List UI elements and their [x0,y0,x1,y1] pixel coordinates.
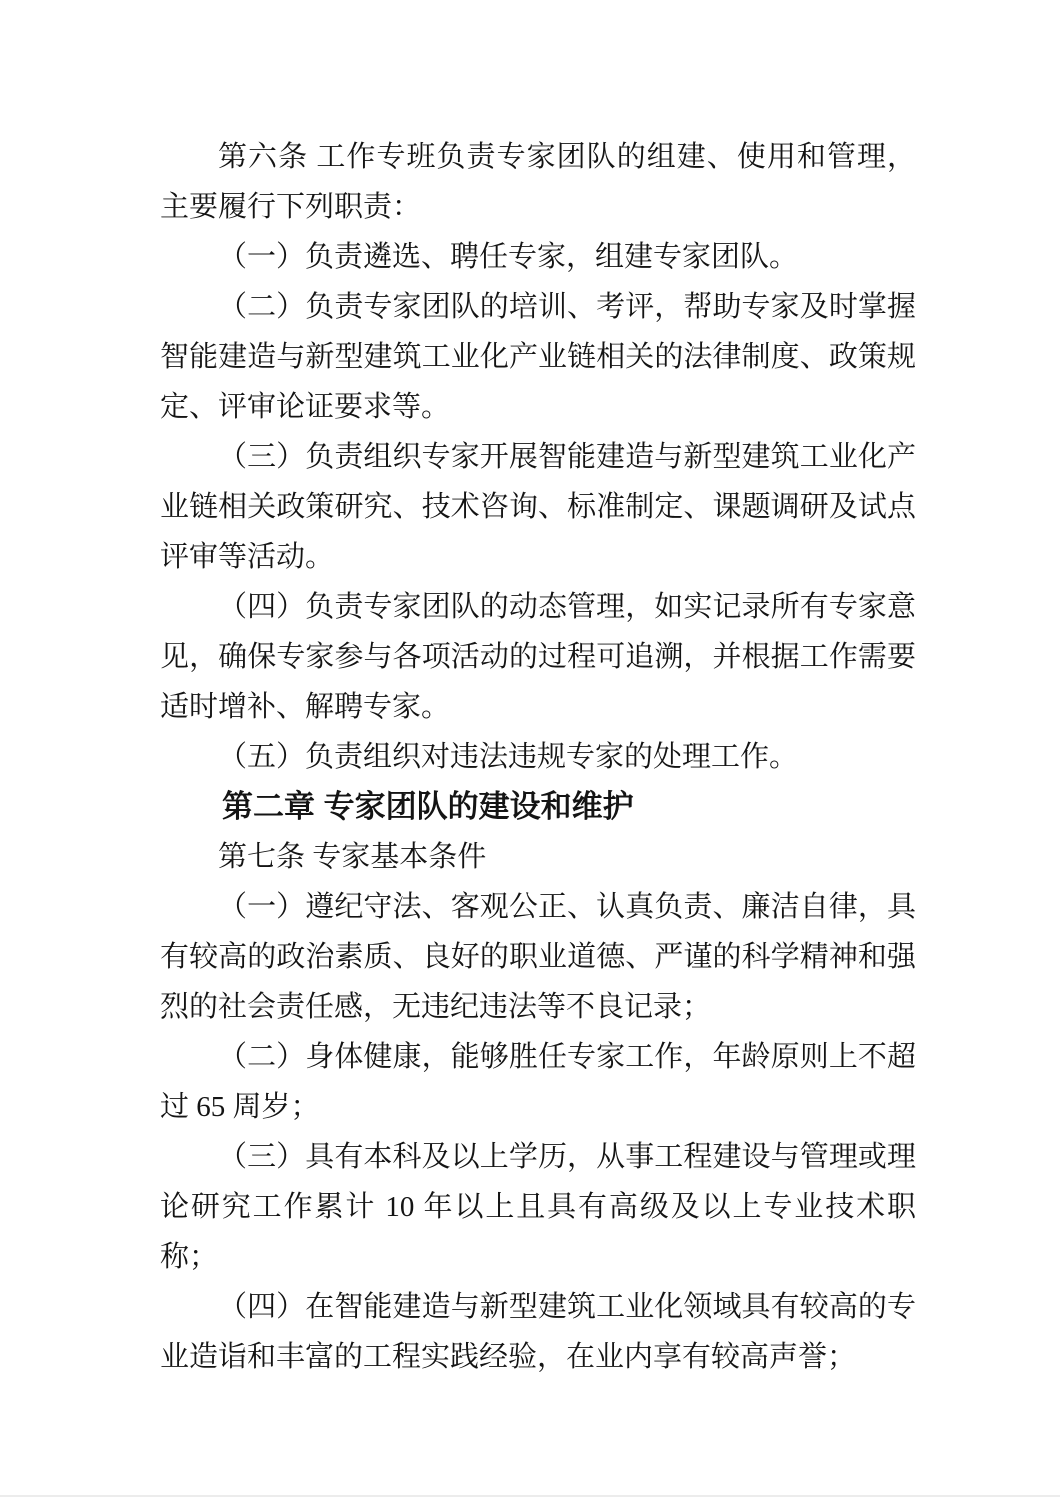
article-6-item-4: （四）负责专家团队的动态管理，如实记录所有专家意见，确保专家参与各项活动的过程可追溯，并根据工作需要适时增补、解聘专家。 [160,591,916,723]
article-6-item-2: （二）负责专家团队的培训、考评，帮助专家及时掌握智能建造与新型建筑工业化产业链相关的法律制度、政策规定、评审论证要求等。 [160,291,916,423]
article-7-item-2: （二）身体健康，能够胜任专家工作，年龄原则上不超过 65 周岁； [160,1041,916,1123]
article-7-item-3: （三）具有本科及以上学历，从事工程建设与管理或理论研究工作累计 10 年以上且具有高级及以上专业技术职称； [160,1141,916,1273]
chapter-2-heading: 第二章 专家团队的建设和维护 [222,789,634,824]
article-6-item-5: （五）负责组织对违法违规专家的处理工作。 [218,741,799,773]
page-bottom-edge [0,1495,1060,1497]
article-7-item-1: （一）遵纪守法、客观公正、认真负责、廉洁自律，具有较高的政治素质、良好的职业道德、严谨的科学精神和强烈的社会责任感，无违纪违法等不良记录； [160,891,916,1023]
document-body [160,132,916,1382]
article-6-item-3: （三）负责组织专家开展智能建造与新型建筑工业化产业链相关政策研究、技术咨询、标准制定、课题调研及试点评审等活动。 [160,441,916,573]
article-7-title: 第七条 专家基本条件 [218,841,487,873]
article-6-intro: 第六条 工作专班负责专家团队的组建、使用和管理，主要履行下列职责： [160,141,916,223]
article-7-item-4: （四）在智能建造与新型建筑工业化领域具有较高的专业造诣和丰富的工程实践经验，在业内享有较高声誉； [160,1291,916,1373]
article-6-item-1: （一）负责遴选、聘任专家，组建专家团队。 [218,241,799,273]
